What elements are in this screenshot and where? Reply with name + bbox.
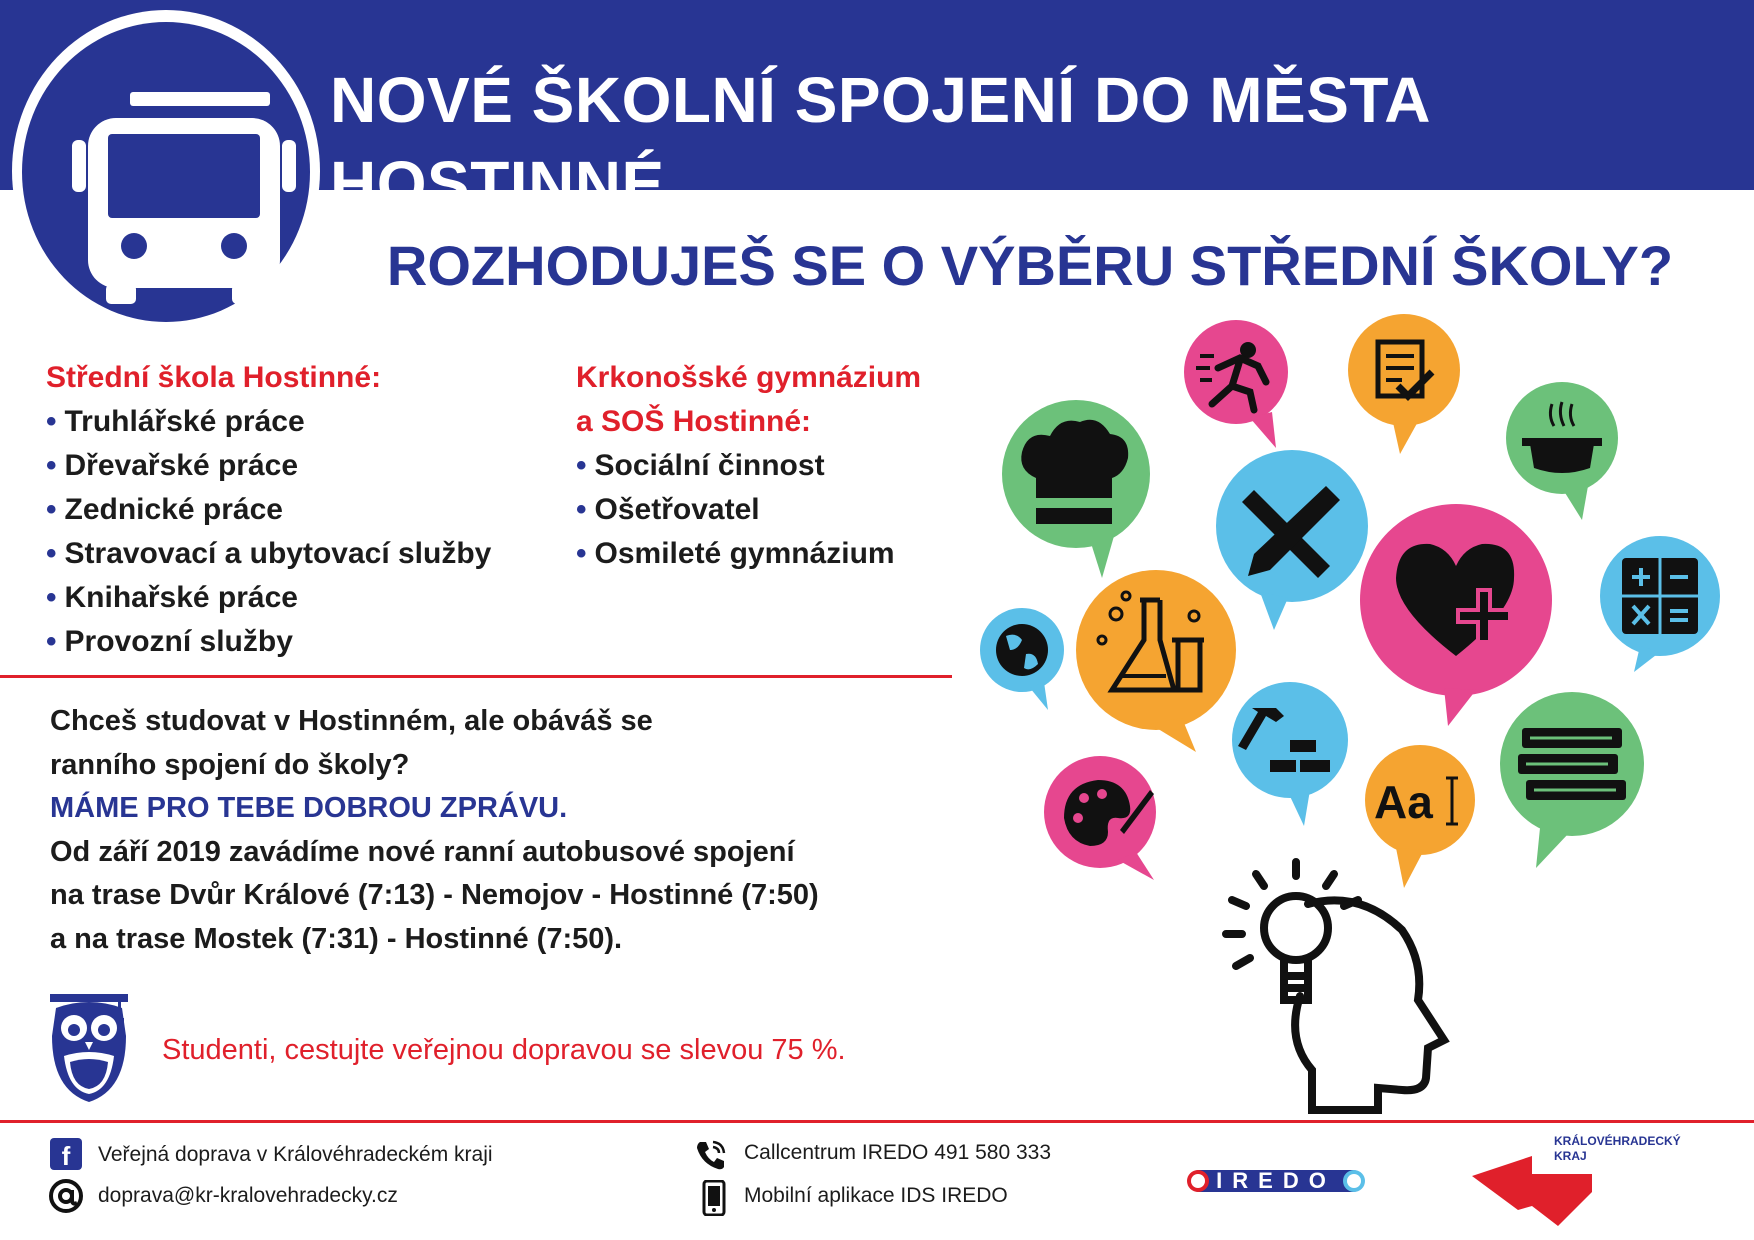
text-aa-icon — [1365, 745, 1475, 888]
icon-cluster — [960, 310, 1754, 1120]
footer-divider — [0, 1120, 1754, 1123]
school-2-heading-line2: a SOŠ Hostinné: — [576, 405, 812, 438]
school-1-section — [46, 356, 566, 664]
bullet: • — [46, 625, 57, 658]
list-item-label: Stravovací a ubytovací služby — [64, 537, 492, 570]
school-1-heading: Střední škola Hostinné: — [46, 361, 382, 394]
list-item-label: Osmileté gymnázium — [594, 537, 895, 570]
intro-line: na trase Dvůr Králové (7:13) - Nemojov - Hostinné (7:50) — [50, 879, 819, 911]
email-link[interactable]: doprava@kr-kralovehradecky.cz — [98, 1184, 398, 1207]
cooking-pot-icon — [1506, 382, 1618, 520]
list-item-label: Dřevařské práce — [64, 449, 299, 482]
list-item — [46, 400, 566, 444]
list-item-label: Zednické práce — [64, 493, 283, 526]
intro-line: a na trase Mostek (7:31) - Hostinné (7:50). — [50, 922, 623, 955]
facebook-link[interactable]: Veřejná doprava v Královéhradeckém kraji — [98, 1143, 493, 1166]
list-item — [576, 444, 996, 488]
at-icon — [48, 1178, 84, 1214]
list-item-label: Ošetřovatel — [594, 493, 760, 526]
list-item — [576, 488, 996, 532]
list-item-label: Sociální činnost — [594, 449, 825, 482]
school-1-list — [46, 400, 566, 664]
ruler-pencil-icon — [1216, 450, 1368, 630]
school-2-heading-line1: Krkonošské gymnázium — [576, 361, 922, 394]
list-item-label: Provozní služby — [64, 625, 293, 658]
list-item-label: Knihařské práce — [64, 581, 298, 614]
school-2-section — [576, 356, 996, 576]
intro-highlight: MÁME PRO TEBE DOBROU ZPRÁVU. — [50, 792, 568, 824]
subtitle: ROZHODUJEŠ SE O VÝBĚRU STŘEDNÍ ŠKOLY? — [386, 234, 1674, 297]
hammer-bricks-icon — [1232, 682, 1348, 826]
running-icon — [1184, 320, 1288, 448]
school-2-list — [576, 444, 996, 576]
bullet: • — [46, 405, 57, 438]
palette-icon — [1044, 756, 1156, 880]
chef-hat-icon — [1002, 400, 1150, 578]
bullet: • — [576, 449, 587, 482]
callcentre-text: Callcentrum IREDO 491 580 333 — [744, 1141, 1051, 1164]
lightbulb-head-icon — [1226, 862, 1444, 1110]
bullet: • — [576, 537, 587, 570]
list-item — [46, 620, 566, 664]
globe-icon — [980, 608, 1064, 710]
calculator-icon — [1600, 536, 1720, 672]
bus-logo — [22, 22, 310, 322]
intro-line: ranního spojení do školy? — [50, 748, 410, 781]
bullet: • — [46, 581, 57, 614]
svg-text:Aa: Aa — [1374, 776, 1433, 828]
list-item — [46, 576, 566, 620]
bullet: • — [46, 537, 57, 570]
checklist-icon — [1348, 314, 1460, 454]
list-item — [46, 444, 566, 488]
phone-icon — [694, 1138, 728, 1172]
intro-line: Od září 2019 zavádíme nové ranní autobusové spojení — [50, 835, 795, 868]
bus-icon — [22, 22, 310, 322]
books-icon — [1500, 692, 1644, 868]
heart-plus-icon — [1360, 504, 1552, 726]
bullet: • — [46, 449, 57, 482]
iredo-logo-text: IREDO — [1216, 1168, 1336, 1193]
intro-text — [50, 700, 950, 961]
intro-line: Chceš studovat v Hostinném, ale obáváš se — [50, 705, 653, 737]
chemistry-icon — [1076, 570, 1236, 752]
mobile-app-icon — [702, 1180, 726, 1216]
list-item — [46, 488, 566, 532]
discount-text: Studenti, cestujte veřejnou dopravou se slevou 75 %. — [162, 1034, 846, 1066]
list-item-label: Truhlářské práce — [64, 405, 305, 438]
iredo-logo — [1186, 1164, 1366, 1198]
section-divider — [0, 675, 952, 678]
bullet: • — [576, 493, 587, 526]
list-item — [576, 532, 996, 576]
owl-graduate-icon — [46, 990, 132, 1108]
kraj-line2: KRAJ — [1554, 1149, 1587, 1163]
list-item — [46, 532, 566, 576]
facebook-icon[interactable]: f — [50, 1138, 82, 1170]
page-title: NOVÉ ŠKOLNÍ SPOJENÍ DO MĚSTA HOSTINNÉ — [330, 64, 1429, 220]
kraj-logo — [1470, 1148, 1598, 1230]
mobile-app-text: Mobilní aplikace IDS IREDO — [744, 1184, 1008, 1207]
kraj-line1: KRÁLOVÉHRADECKÝ — [1554, 1134, 1681, 1148]
bullet: • — [46, 493, 57, 526]
